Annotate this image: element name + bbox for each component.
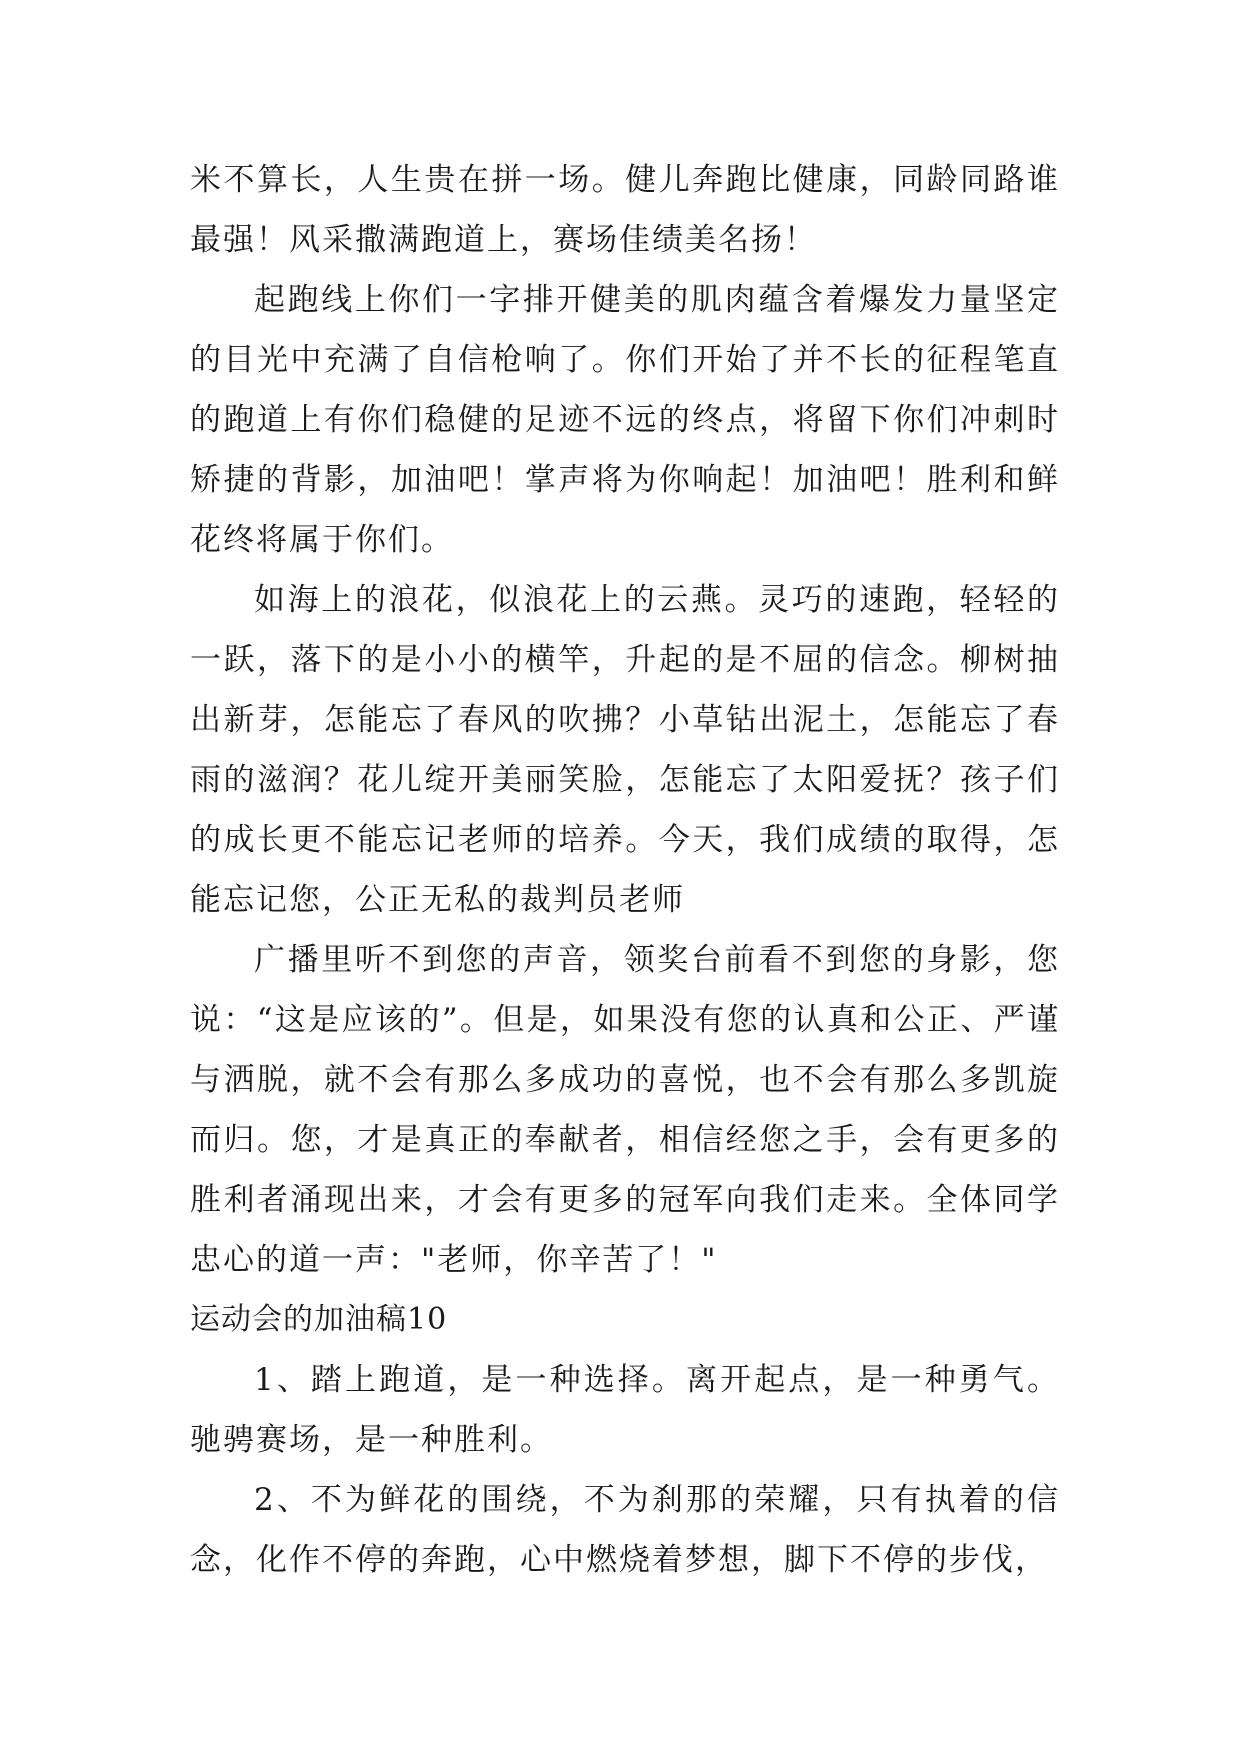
paragraph-broadcast: 广播里听不到您的声音，领奖台前看不到您的身影，您说：“这是应该的”。但是，如果没有您的认真和公正、严谨与洒脱，就不会有那么多成功的喜悦，也不会有那么多凯旋而归。您，才是真正的奉献者，相信经您之手，会有更多的胜利者涌现出来，才会有更多的冠军向我们走来。全体同学忠心的道一声："老师，你辛苦了！" <box>190 942 1060 1278</box>
section-heading: 运动会的加油稿10 <box>190 1302 448 1337</box>
paragraph-continuation: 米不算长，人生贵在拼一场。健儿奔跑比健康，同龄同路谁最强！风采撒满跑道上，赛场佳绩美名扬！ <box>190 162 1060 258</box>
list-item-2: 2、不为鲜花的围绕，不为刹那的荣耀，只有执着的信念，化作不停的奔跑，心中燃烧着梦想，脚下不停的步伐， <box>190 1482 1060 1578</box>
paragraph-starting-line: 起跑线上你们一字排开健美的肌肉蕴含着爆发力量坚定的目光中充满了自信枪响了。你们开始了并不长的征程笔直的跑道上有你们稳健的足迹不远的终点，将留下你们冲刺时矫捷的背影，加油吧！掌声将为你响起！加油吧！胜利和鲜花终将属于你们。 <box>190 282 1060 558</box>
list-item-1: 1、踏上跑道，是一种选择。离开起点，是一种勇气。驰骋赛场，是一种胜利。 <box>190 1362 1060 1458</box>
paragraph-waves: 如海上的浪花，似浪花上的云燕。灵巧的速跑，轻轻的一跃，落下的是小小的横竿，升起的是不屈的信念。柳树抽出新芽，怎能忘了春风的吹拂？小草钻出泥土，怎能忘了春雨的滋润？花儿绽开美丽笑脸，怎能忘了太阳爱抚？孩子们的成长更不能忘记老师的培养。今天，我们成绩的取得，怎能忘记您，公正无私的裁判员老师 <box>190 582 1060 918</box>
document-body <box>190 150 1060 1590</box>
